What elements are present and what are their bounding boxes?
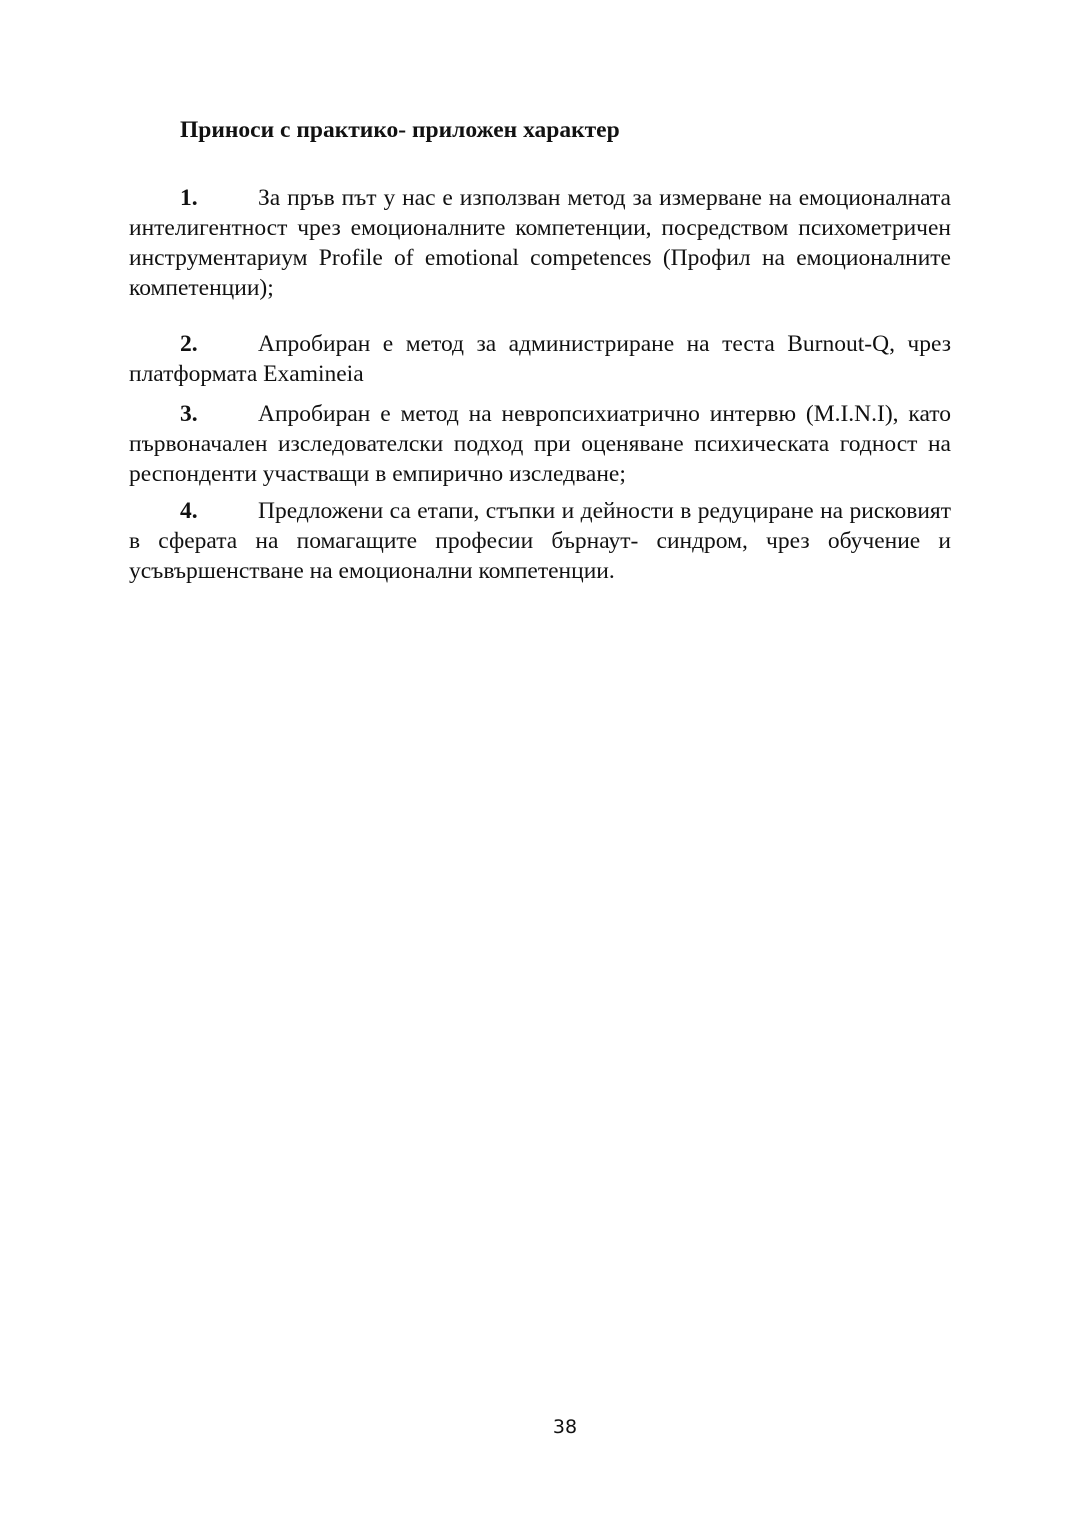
item-text: Апробиран е метод за администриране на теста Burnout-Q, чрез платформата Examineia — [129, 331, 951, 387]
item-text: Апробиран е метод на невропсихиатрично интервю (M.I.N.I), като първоначален изследователски подход при оценяване психическата годност на респонденти участващи в емпирично изследване; — [129, 401, 951, 487]
contribution-item — [129, 329, 951, 389]
item-number: 3. — [180, 401, 198, 427]
item-number: 2. — [180, 331, 198, 357]
contribution-item — [129, 399, 951, 489]
item-number: 4. — [180, 498, 198, 524]
contribution-item — [129, 183, 951, 303]
page-number: 38 — [552, 1416, 578, 1438]
contribution-item — [129, 496, 951, 586]
section-heading: Приноси с практико- приложен характер — [180, 117, 620, 143]
item-text: Предложени са етапи, стъпки и дейности в редуциране на рисковият в сферата на помагащите професии бърнаут- синдром, чрез обучение и усъвършенстване на емоционални компетенции. — [129, 498, 951, 584]
item-number: 1. — [180, 185, 198, 211]
item-text: За пръв път у нас е използван метод за измерване на емоционалната интелигентност чрез емоционалните компетенции, посредством психометричен инструментариум Profile of emotional competences (Профил на емоционалните компетенции); — [129, 185, 951, 301]
